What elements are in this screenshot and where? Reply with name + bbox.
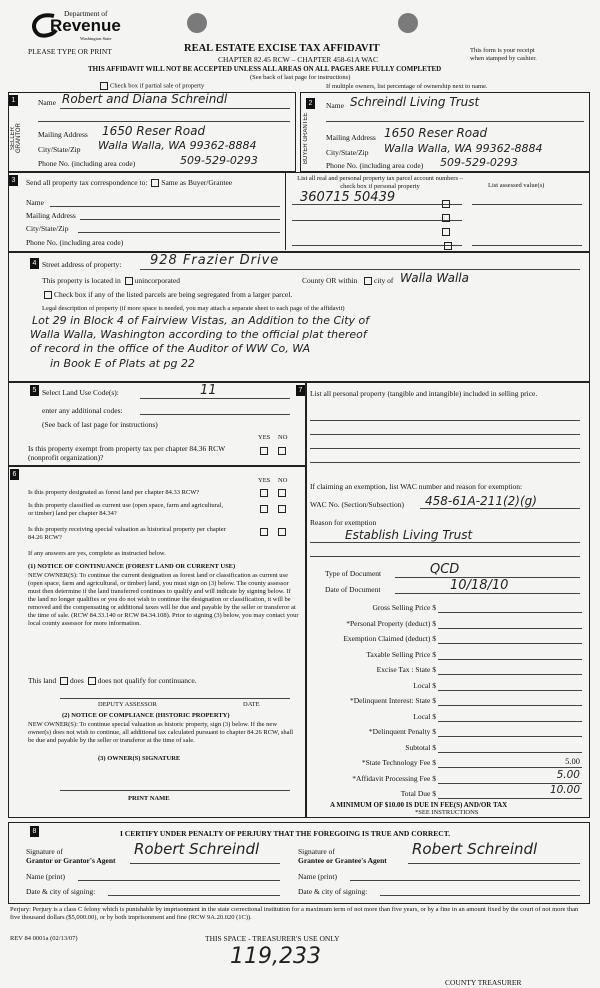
fee-row [306,740,588,754]
fee-row [306,662,588,676]
agency-line1: Department of [64,9,108,18]
doc-type[interactable]: QCD [430,562,460,577]
s6-yes: YES [258,477,271,484]
notice1-title: (1) NOTICE OF CONTINUANCE (FOREST LAND OR CURRENT USE) [28,563,236,570]
buyer-phone-label: Phone No. (including area code) [326,161,424,170]
fee-label: Gross Selling Price $ [372,603,436,612]
please-type: PLEASE TYPE OR PRINT [28,47,112,56]
deputy-line [60,698,290,699]
grantor-sig-line [130,863,280,864]
city-of-label: city of [374,276,394,285]
parcel-head: List all real and personal property tax parcel account numbers – check box if personal property [297,175,463,190]
street-address[interactable]: 928 Frazier Drive [150,253,280,268]
fee-row [306,724,588,738]
fee-row [306,678,588,692]
does-not-label: does not [97,676,123,685]
fee-line [438,659,582,660]
pp-line-1 [310,420,580,421]
county-treasurer: COUNTY TREASURER [445,978,522,987]
deputy-date-label: DATE [243,701,260,708]
section-3-number: 3 [9,175,18,186]
county-or: County OR within [302,276,358,285]
parcel-personal-checkbox-3[interactable] [442,228,450,236]
legal-line2[interactable]: Walla Walla, Washington according to the official plat thereof [30,328,367,341]
grantee-name-print: Name (print) [298,872,337,881]
grantee-signature[interactable]: Robert Schreindl [412,840,538,858]
q-historic: Is this property receiving special valuation as historical property per chapter 84.26 RCW? [28,526,226,541]
corr-city-line [78,232,280,233]
fee-row [306,631,588,645]
revision: REV 84 0001a (02/13/07) [10,935,78,942]
seller-name-label: Name [38,98,56,107]
fee-line [438,798,582,799]
wac-label: WAC No. (Section/Subsection) [310,500,404,509]
exempt-yes-checkbox[interactable] [260,447,268,455]
land-use-code[interactable]: 11 [200,383,217,398]
fee-line [438,736,582,737]
fee-row [306,709,588,723]
section-7-number: 7 [296,385,305,396]
seller-name[interactable]: Robert and Diana Schreindl [62,92,228,106]
fee-label: *Personal Property (deduct) $ [346,618,436,628]
grantor-signature[interactable]: Robert Schreindl [134,840,260,858]
parcel-checkboxes [442,200,454,250]
fee-line [438,752,582,753]
buyer-addr[interactable]: 1650 Reser Road [384,126,488,140]
city-name[interactable]: Walla Walla [400,271,469,285]
pp-line-2 [310,434,580,435]
fee-line [438,674,582,675]
buyer-addr-label: Mailing Address [326,133,376,142]
receipt-line2: when stamped by cashier. [470,55,537,62]
parcel-personal-checkbox-4[interactable] [444,242,452,250]
exempt-question: Is this property exempt from property tax per chapter 84.36 RCW (nonprofit organization)? [28,444,226,462]
certify-statement: I CERTIFY UNDER PENALTY OF PERJURY THAT THE FOREGOING IS TRUE AND CORRECT. [120,829,451,838]
grantor-sig-label1: Signature of [26,847,63,856]
notice1-body: NEW OWNER(S): To continue the current designation as forest land or classification as current use (open space, farm and agricultural, or timber) land, you must sign on (3) below. The county assessor must then determine if the land transferred continues to qualify and will indicate by signing below. If the land no longer qualifies or you do not wish to continue the designation or classification, it will be removed and the compensating or additional taxes will be due and payable by the seller or transferor at the time of sale. (RCW 84.33.140 or RCW 84.34.108). Prior to signing (3) below, you may contact your local county assessor for more information. [28,572,299,627]
partial-sale [98,82,204,90]
seller-addr-label: Mailing Address [38,130,88,139]
reason-exemption[interactable]: Establish Living Trust [345,528,473,542]
fee-row [306,647,588,661]
corr-addr-line [80,219,280,220]
fee-label: *Affidavit Processing Fee $ [352,773,436,783]
owner-signature-label: (3) OWNER(S) SIGNATURE [98,755,181,762]
fee-label: Exemption Claimed (deduct) $ [343,634,436,643]
parcel-personal-checkbox-1[interactable] [442,200,450,208]
q-current-no[interactable] [278,505,286,513]
this-land-label: This land [28,676,57,685]
grantee-sig-line [408,863,580,864]
fee-value[interactable]: 10.00 [549,784,580,796]
notice2-title: (2) NOTICE OF COMPLIANCE (HISTORIC PROPERTY) [62,712,230,719]
grantee-date-city: Date & city of signing: [298,887,368,896]
q-forest-yes[interactable] [260,489,268,497]
partial-sale-checkbox[interactable] [100,82,108,90]
land-use-label: Select Land Use Code(s): [42,388,119,397]
s6-no: NO [278,477,288,484]
fee-line [438,705,582,706]
corr-name-label: Name [26,198,44,207]
does-not-checkbox[interactable] [88,677,96,685]
agency-line2: Revenue [50,16,121,35]
parcel-number[interactable]: 360715 50439 [300,190,396,205]
see-instructions: *SEE INSTRUCTIONS [415,809,479,816]
grantor-date-city: Date & city of signing: [26,887,96,896]
section-5-number: 5 [30,385,39,396]
buyer-city[interactable]: Walla Walla, WA 99362-8884 [384,142,543,155]
street-line [140,269,580,270]
this-land-row [28,676,197,685]
seller-addr[interactable]: 1650 Reser Road [102,124,206,138]
fee-line [438,690,582,691]
if-yes: If any answers are yes, complete as instructed below. [28,550,166,557]
buyer-name[interactable]: Schreindl Living Trust [350,95,480,109]
fee-line [438,643,582,644]
corr-name-line [50,206,280,207]
multiple-owners: If multiple owners, list percentage of ownership next to name. [326,83,488,90]
fee-row [306,693,588,707]
legal-line1[interactable]: Lot 29 in Block 4 of Fairview Vistas, an Addition to the City of [32,314,370,327]
agency-line3: Washington State [80,36,112,41]
parcel-personal-checkbox-2[interactable] [442,214,450,222]
pp-line-4 [310,462,580,463]
fee-line [438,612,582,613]
city-of-checkbox[interactable] [364,277,372,285]
located-label: This property is located in [42,276,121,285]
does-label: does [70,676,84,685]
fee-label: Taxable Selling Price $ [366,649,436,659]
qualify-label: qualify for continuance. [124,676,197,685]
same-as-buyer-label: Same as Buyer/Grantee [161,178,233,187]
fee-label: Total Due $ [400,789,436,798]
assessed-head: List assessed value(s) [488,182,545,189]
buyer-city-label: City/State/Zip [326,148,369,157]
seller-line2 [38,121,290,122]
section-1-number: 1 [9,95,18,106]
minimum-due: A MINIMUM OF $10.00 IS DUE IN FEE(S) AND/OR TAX [330,801,508,809]
reason-line-2 [310,556,580,557]
punch-hole-left [187,13,207,33]
grantor-sig-label2: Grantor or Grantor's Agent [26,856,116,865]
revenue-logo [30,8,140,48]
located-row [42,276,180,285]
buyer-side-label: BUYER GRANTEE [303,112,309,164]
section-2-number: 2 [306,98,315,109]
exempt-no-checkbox[interactable] [278,447,286,455]
grantee-sig-label1: Signature of [298,847,335,856]
fee-label: Local $ [413,711,436,721]
land-use-line [140,398,290,399]
forest-land-section [8,466,306,818]
seller-city[interactable]: Walla Walla, WA 99362-8884 [98,139,257,152]
treasurer-space: THIS SPACE - TREASURER'S USE ONLY [205,934,340,943]
fee-row [306,616,588,630]
receipt-line1: This form is your receipt [470,47,535,54]
unincorporated-label: unincorporated [134,276,181,285]
segregated-row [42,290,292,299]
seller-city-label: City/State/Zip [38,145,81,154]
parcel-divider [285,172,286,250]
buyer-name-label: Name [326,101,344,110]
fee-label: *State Technology Fee $ [361,758,436,767]
personal-property-label: List all personal property (tangible and intangible) included in selling price. [310,389,538,398]
q-historic-no[interactable] [278,528,286,536]
grantor-name-line [78,880,280,881]
additional-codes: enter any additional codes: [42,406,123,415]
fee-line [438,721,582,722]
section-8-number: 8 [30,826,39,837]
form-title: REAL ESTATE EXCISE TAX AFFIDAVIT [184,43,380,54]
form-chapter: CHAPTER 82.45 RCW – CHAPTER 458-61A WAC [218,55,378,64]
grantee-date-line [380,895,580,896]
doc-date-label: Date of Document [325,585,381,594]
pp-line-3 [310,448,580,449]
punch-hole-right [398,13,418,33]
handwritten-number: 119,233 [230,944,321,969]
q-current-use: Is this property classified as current use (open space, farm and agricultural, or timber) land per chapter 84.34? [28,502,224,517]
corr-phone-label: Phone No. (including area code) [26,238,124,247]
segregated-checkbox[interactable] [44,291,52,299]
fee-value[interactable]: 5.00 [556,768,580,781]
fee-line [438,628,582,629]
legal-label: Legal description of property (if more space is needed, you may attach a separate sheet to each page of the affidavit) [42,305,345,312]
land-use-see-back: (See back of last page for instructions) [42,420,158,429]
corr-addr-label: Mailing Address [26,211,76,220]
reason-line-1 [310,542,580,543]
fee-label: *Delinquent Penalty $ [368,727,436,736]
segregated-label: Check box if any of the listed parcels are being segregated from a larger parcel. [54,290,293,299]
corr-city-label: City/State/Zip [26,224,69,233]
seller-phone-label: Phone No. (including area code) [38,159,136,168]
owner-signature-line [60,790,290,791]
wac-line [420,508,580,509]
q-forest-no[interactable] [278,489,286,497]
legal-line4[interactable]: in Book E of Plats at pg 22 [50,357,195,370]
section-6-number: 6 [10,469,19,480]
grantee-name-line [350,880,580,881]
q-current-yes[interactable] [260,505,268,513]
buyer-line2 [326,121,584,122]
fee-label: Local $ [413,680,436,690]
doc-type-label: Type of Document [325,569,382,578]
warning: THIS AFFIDAVIT WILL NOT BE ACCEPTED UNLESS ALL AREAS ON ALL PAGES ARE FULLY COMPLETED [88,65,442,73]
parcel-line-mid [292,220,462,221]
assessed-lines [472,204,582,246]
send-label: Send all property tax correspondence to: [26,178,148,187]
seller-name-line [60,108,290,109]
section-4-number: 4 [30,258,39,269]
q-forest: Is this property designated as forest land per chapter 84.33 RCW? [28,489,200,496]
fee-row [306,755,588,769]
street-label: Street address of property: [42,260,122,269]
grantor-date-line [108,895,280,896]
unincorporated-checkbox[interactable] [125,277,133,285]
fee-value[interactable]: 5.00 [565,756,580,766]
wac-number[interactable]: 458-61A-211(2)(g) [425,494,537,508]
fee-label: *Delinquent Interest: State $ [349,696,436,705]
same-as-buyer-checkbox[interactable] [151,179,159,187]
grantee-sig-label2: Grantee or Grantee's Agent [298,856,387,865]
doc-date[interactable]: 10/18/10 [450,578,509,593]
fee-label: Subtotal $ [405,742,436,752]
doc-date-line [395,593,580,594]
seller-phone[interactable]: 509-529-0293 [180,154,258,167]
q-historic-yes[interactable] [260,528,268,536]
fee-row [306,786,588,800]
s5-no: NO [278,434,288,441]
notice2-body: NEW OWNER(S): To continue special valuation as historic property, sign (3) below. If the new owner(s) does not wish to continue, all additional tax calculated pursuant to chapter 84.26 RCW, shall be due and payable by the seller or transferor at the time of sale. [28,721,294,744]
seller-side-label: SELLER GRANTOR [10,123,22,153]
perjury-notice: Perjury: Perjury is a class C felony which is punishable by imprisonment in the state correctional institution for a maximum term of not more than five years, or by a fine in an amount fixed by the court of not more than five thousand dollars ($5,000.00), or by both imprisonment and fine (RCW 9A.20.020 (1C)). [10,906,579,921]
legal-line3[interactable]: of record in the office of the Auditor of WW Co, WA [30,342,311,355]
print-name-label: PRINT NAME [128,795,170,802]
does-checkbox[interactable] [60,677,68,685]
additional-line [140,414,290,415]
partial-sale-label: Check box if partial sale of property [110,82,205,90]
fee-row [306,600,588,614]
see-back: (See back of last page for instructions) [250,74,351,81]
deputy-label: DEPUTY ASSESSOR [98,701,157,708]
grantor-name-print: Name (print) [26,872,65,881]
reason-label: Reason for exemption [310,518,377,527]
fee-row [306,768,588,785]
exemption-label: If claiming an exemption, list WAC number and reason for exemption: [310,482,523,491]
send-correspondence [26,178,232,187]
parcel-lines [292,204,462,246]
fee-label: Excise Tax : State $ [376,665,436,674]
s5-yes: YES [258,434,271,441]
buyer-phone[interactable]: 509-529-0293 [440,156,518,169]
